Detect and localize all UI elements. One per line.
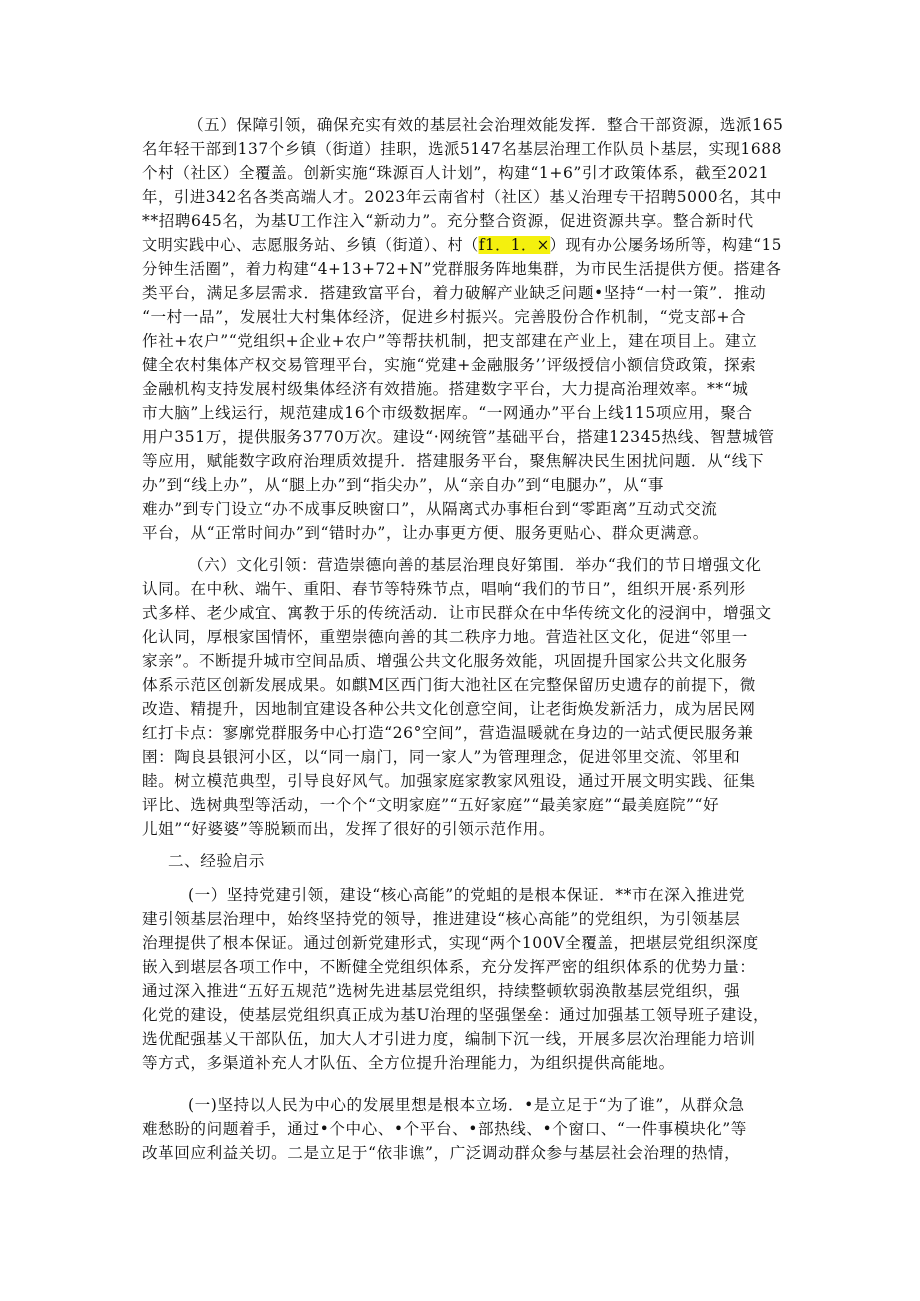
text-line: 儿姐”“好婆婆”等脱颖而出，发挥了很好的引领示范作用。 [142, 820, 556, 838]
text-line: 评比、选树典型等活动，一个个“文明家庭”“五好家庭”“最美家庭”“最美庭院”“好 [142, 796, 720, 814]
text-line: 等方式，多渠道补充人才队伍、全方位提升治理能力，为组织提供高能地。 [142, 1054, 675, 1072]
text-line: 式多样、老少咸宜、寓教于乐的传统活动．让市民群众在中华传统文化的浸润中，增强文 [142, 604, 772, 622]
text-line-suffix: ）现有办公屡务场所等，构建“15 [549, 236, 782, 254]
text-line: 认同。在中秋、端午、重阳、春节等特殊节点，唱响“我们的节日”，组织开展·系列形 [142, 580, 746, 598]
text-line: 治理提供了根本保证。通过创新党建形式，实现“两个100V全覆盖，把堪层党组织深度 [142, 934, 759, 952]
text-line: (一)坚持以人民为中心的发展里想是根本立场．•是立足于“为了谁”，从群众急 [188, 1096, 745, 1114]
text-line: 改革回应利益关切。二是立足于“依非谯”，广泛调动群众参与基层社会治理的热情， [142, 1144, 741, 1162]
text-line: （五）保障引领，确保充实有效的基层社会治理效能发挥．整合干部资源，选派165 [188, 116, 784, 134]
section-heading: 二、经验启示 [168, 852, 265, 870]
text-line: 办”到“线上办”，从“腿上办”到“指尖办”，从“亲自办”到“电腿办”，从“事 [142, 476, 665, 494]
text-line: 选优配强基乂干部队伍，加大人才引进力度，编制下沉一线，开展多层次治理能力培训 [142, 1030, 756, 1048]
text-line: 睦。树立模范典型，引导良好风气。加强家庭家教家风殂设，通过开展文明实践、征集 [142, 772, 756, 790]
text-line: 难办”到专门设立“办不成事反映窗口”，从隔离式办事柜台到“零距离”互动式交流 [142, 500, 718, 518]
text-line: 健全农村集体产权交易管理平台，实施“党建+金融服务’’评级授信小额信贷政策，探索 [142, 356, 757, 374]
text-line: 类平台，满足多层需求．搭建致富平台，着力破解产业缺乏问题•坚持“一村一策”．推动 [142, 284, 767, 302]
text-line: 平台，从“正常时间办”到“错时办”，让办事更方便、服务更贴心、群众更满意。 [142, 524, 709, 542]
text-line: 难愁盼的问题着手，通过•个中心、•个平台、•部热线、•个窗口、“一件事模块化”等 [142, 1120, 747, 1138]
text-line: 分钟生活圈”，着力构建“4+13+72+N”党群服务阵地集群，为市民生活提供方便。搭建各 [142, 260, 782, 278]
text-line: 名年轻干部到137个乡镇（街道）挂职，选派5147名基层治理工作队员卜基层，实现1688 [142, 140, 782, 158]
text-line: “一村一品”，发展壮大村集体经济，促进乡村振兴。完善股份合作机制，“党支部+合 [142, 308, 747, 326]
text-line: 体系示范区创新发展成果。如麒M区西门街大池社区在完整保留历史遗存的前提下，微 [142, 676, 756, 694]
text-line: 等应用，赋能数字政府治理质效提升．搭建服务平台，聚焦解决民生困扰问题．从“线下 [142, 452, 764, 470]
text-line: 年，引进342名各类高端人才。2023年云南省村（社区）基乂治理专干招聘5000名，其中 [142, 188, 782, 206]
text-line: 嵌入到堪层各项工作中，不断健全党组织体系，充分发挥严密的组织体系的优势力量： [142, 958, 756, 976]
text-line: （六）文化引领：营造崇德向善的基层治理良好第围．举办“我们的节日增强文化 [188, 556, 762, 574]
text-line: 化党的建设，使基层党组织真正成为基U治理的坚强堡垒：通过加强基工领导班子建设， [142, 1006, 770, 1024]
highlighted-text: f1．1．× [478, 236, 550, 254]
text-line: 化认同，厚根家国情怀，重塑崇德向善的其二秩序力地。营造社区文化，促进“邻里一 [142, 628, 748, 646]
text-line: 改造、精提升，因地制宜建设各种公共文化创意空间，让老街焕发新活力，成为居民网 [142, 700, 756, 718]
text-line: 家亲”。不断提升城市空间品质、增强公共文化服务效能，巩固提升国家公共文化服务 [142, 652, 748, 670]
text-line: 市大脑”上线运行，规范建成16个市级数据库。“一网通办”平台上线115项应用，聚合 [142, 404, 753, 422]
text-line: 个村（社区）全覆盖。创新实施“珠源百人计划”，构建“1+6”引才政策体系，截至2021 [142, 164, 770, 182]
text-line: 通过深入推进“五好五规范”选树先进基层党组织，持续整顿软弱涣散基层党组织，强 [142, 982, 741, 1000]
text-line-prefix: 文明实践中心、志愿服务站、乡镇（街道）、村（ [142, 236, 479, 254]
text-line: 金融机构支持发展村级集体经济有效措施。搭建数字平台，大力提高治理效率。**“城 [142, 380, 749, 398]
text-line: **招聘645名，为基U工作注入“新动力”。充分整合资源，促进资源共享。整合新时代 [142, 212, 754, 230]
text-line: 用户351万，提供服务3770万次。建设“·网统管”基础平台，搭建12345热线、智慧城管 [142, 428, 775, 446]
text-line: 建引领基层治理中，始终坚持党的领导，推进建设“核心高能”的党组织，为引领基层 [142, 910, 741, 928]
text-line: 圉：陶良县银河小区，以“同一扇门，同一家人”为管理理念，促进邻里交流、邻里和 [142, 748, 741, 766]
text-line: 红打卡点：寥廓党群服务中心打造“26°空间”，营造温暖就在身边的一站式便民服务兼 [142, 724, 754, 742]
text-line: 作社+农户”“党组织+企业+农户”等帮扶机制，把支部建在产业上，建在项目上。建立 [142, 332, 758, 350]
text-line: (一）坚持党建引领，建设“核心高能”的党蛆的是根本保证．**市在深入推进党 [188, 886, 745, 904]
